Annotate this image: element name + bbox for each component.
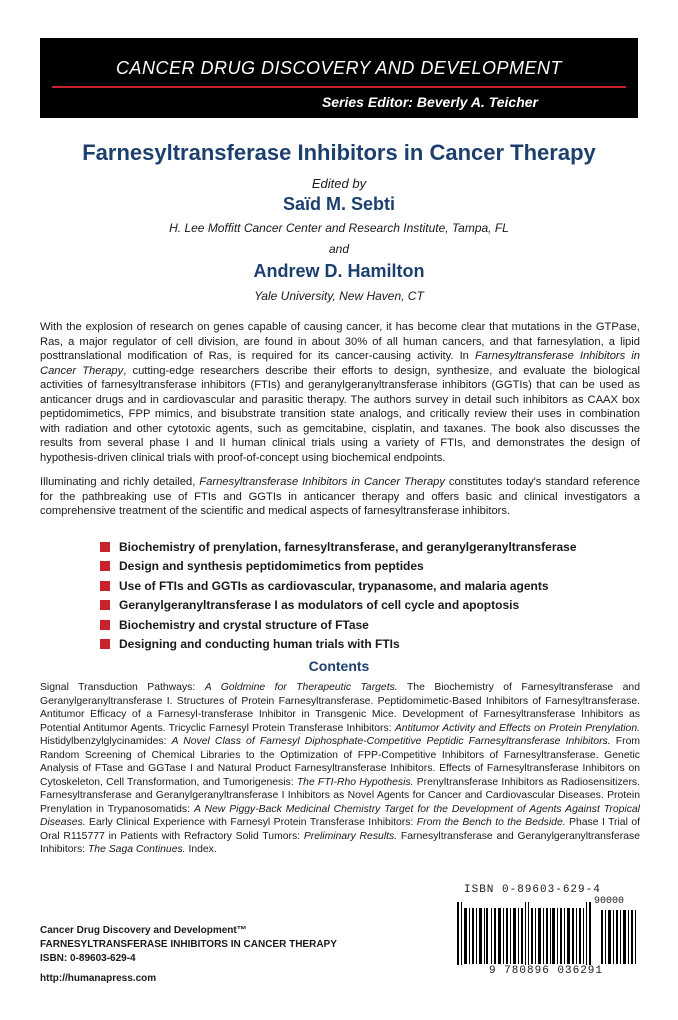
series-banner (40, 38, 638, 118)
contents-em: From the Bench to the Bedside. (416, 817, 566, 828)
feature-list (100, 537, 640, 654)
contents-em: The FTI-Rho Hypothesis. (296, 776, 414, 788)
contents-em: The Saga Continues. (87, 844, 186, 855)
p2-text-b: constitutes today's standard reference for the pathbreaking use of FTIs and GGTIs in anticancer therapy and offers basic and clinical investigators a comprehensive treatment of the scientific and medical aspects of farnesyltransferase inhibitors. (40, 476, 641, 517)
list-item-text: Use of FTIs and GGTIs as cardiovascular, trypanasome, and malaria agents (119, 578, 549, 593)
contents-em: Preliminary Results. (303, 830, 398, 842)
editor-1-name: Saïd M. Sebti (282, 194, 396, 214)
p2-book-title: Farnesyltransferase Inhibitors in Cancer Therapy (199, 476, 445, 488)
title-line: FARNESYLTRANSFERASE INHIBITORS IN CANCER THERAPY (40, 939, 337, 950)
list-item-text: Geranylgeranyltransferase I as modulators of cell cycle and apoptosis (119, 598, 520, 613)
square-bullet-icon (100, 639, 110, 649)
square-bullet-icon (100, 600, 110, 610)
square-bullet-icon (100, 561, 110, 571)
publisher-url[interactable]: http://humanapress.com (40, 973, 157, 984)
contents-seg: Prenyltransferase Inhibitors as Radiosensitizers. Farnesyltransferase and Geranylgeranyltransferase I Inhibitors as Novel Agents for Cancer and Cardiovascular Diseases. Protein Prenylation in Trypanosomatids: (40, 776, 641, 815)
list-item (100, 615, 640, 635)
contents-seg: The Biochemistry of Farnesyltransferase and Geranylgeranyltransferase I. Structures of Protein Farnesyltransferase. Peptidomimetic-Based Inhibitors of Farnesyltransferase. Antitumor Efficacy of a Farnesyl-transferase Inhibitor in Transgenic Mice. Development of Farnesyltransferase Inhibitors as Potential Antitumor Agents. Tricyclic Farnesyl Protein Transferase Inhibitors: (40, 682, 640, 734)
series-line: Cancer Drug Discovery and Development™ (40, 925, 247, 936)
editor-2-name: Andrew D. Hamilton (253, 261, 425, 281)
square-bullet-icon (100, 620, 110, 630)
description-paragraph-2 (40, 475, 640, 519)
series-title: CANCER DRUG DISCOVERY AND DEVELOPMENT (116, 58, 562, 78)
barcode-isbn-text: ISBN 0-89603-629-4 (464, 884, 601, 896)
contents-em: A Goldmine for Therapeutic Targets. (204, 682, 398, 693)
p2-text-a: Illuminating and richly detailed, (40, 476, 200, 488)
list-item-text: Biochemistry and crystal structure of FTase (119, 617, 369, 632)
edited-by: Edited by (311, 176, 367, 191)
square-bullet-icon (100, 542, 110, 552)
contents-heading: Contents (308, 658, 370, 674)
and-label: and (328, 242, 350, 256)
list-item (100, 576, 640, 596)
contents-em: A Novel Class of Farnesyl Diphosphate-Competitive Peptidic Farnesyltransferase Inhibitors. (171, 736, 611, 747)
list-item-text: Designing and conducting human trials with FTIs (119, 637, 400, 652)
list-item (100, 557, 640, 577)
banner-rule (52, 86, 626, 88)
contents-seg: Early Clinical Experience with Farnesyl Protein Transferase Inhibitors: (85, 817, 417, 828)
barcode (451, 898, 641, 998)
contents-seg: Farnesyltransferase and Geranylgeranyltransferase Inhibitors: (40, 830, 640, 855)
description-paragraph-1 (40, 320, 640, 465)
contents-text (40, 681, 640, 857)
p1-text-a: With the explosion of research on genes capable of causing cancer, it has become clear that mutations in the GTPase, Ras, a major regulator of cell division, are found in about 30% of all human cancers, and that farnesylation, a lipid posttranslational modification of Ras, is required for its cancer-causing activity. In (40, 321, 640, 362)
list-item (100, 537, 640, 557)
editor-2-affiliation: Yale University, New Haven, CT (254, 289, 424, 303)
list-item (100, 635, 640, 655)
barcode-addon: 90000 (594, 896, 625, 907)
editor-1-affiliation: H. Lee Moffitt Cancer Center and Research Institute, Tampa, FL (169, 221, 509, 235)
p1-text-b: , cutting-edge researchers describe their efforts to design, synthesize, and evaluate the biological activities of farnesyltransferase inhibitors (FTIs) and geranylgeranyltransferase inhibitors (GGTIs) that can be used as anticancer drugs and in cardiovascular and parasitic therapy. The authors survey in detail such inhibitors as CAAX box peptidomimetics, FPP mimics, and bisubstrate transition state analogs, and critically review their uses in combination with radiation and other cytotoxic agents, such as gemcitabine, cisplatin, and taxanes. The book also discusses the results from several phase I and II human clinical trials using a variety of FTIs, and demonstrates the design of hypothesis-driven clinical trials with proof-of-concept using biochemical endpoints. (40, 364, 640, 464)
contents-em: A New Piggy-Back Medicinal Chemistry Target for the Development of Agents Against Tropical Diseases. (40, 803, 640, 828)
p1-book-title: Farnesyltransferase Inhibitors in Cancer Therapy (40, 350, 640, 377)
barcode-bars (451, 898, 641, 968)
contents-em: Antitumor Activity and Effects on Protein Prenylation. (394, 722, 640, 734)
contents-seg: Signal Transduction Pathways: (40, 682, 205, 693)
series-editor: Series Editor: Beverly A. Teicher (321, 94, 538, 110)
contents-seg: Phase I Trial of Oral R115777 in Patients with Refractory Solid Tumors: (40, 817, 640, 842)
contents-seg: From Random Screening of Chemical Libraries to the Optimization of FPP-Competitive Inhibitors of Farnesyltransferase. Genetic Analysis of FTase and GGTase I and Natural Product Farnesyltransferase Inhibitors. Effects of Farnesyltransferase Inhibitors on Cytoskeleton, Cell Transformation, and Tumorigenesis: (40, 736, 640, 788)
contents-seg: Index. (185, 844, 217, 855)
publisher-block (40, 924, 337, 986)
square-bullet-icon (100, 581, 110, 591)
book-title: Farnesyltransferase Inhibitors in Cancer Therapy (82, 140, 596, 165)
list-item-text: Biochemistry of prenylation, farnesyltransferase, and geranylgeranyltransferase (119, 539, 577, 554)
list-item (100, 596, 640, 616)
contents-seg: Histidylbenzylglycinamides: (40, 736, 172, 747)
barcode-digits: 9 780896 036291 (451, 965, 641, 977)
isbn-line: ISBN: 0-89603-629-4 (40, 953, 136, 964)
list-item-text: Design and synthesis peptidomimetics from peptides (119, 559, 424, 574)
